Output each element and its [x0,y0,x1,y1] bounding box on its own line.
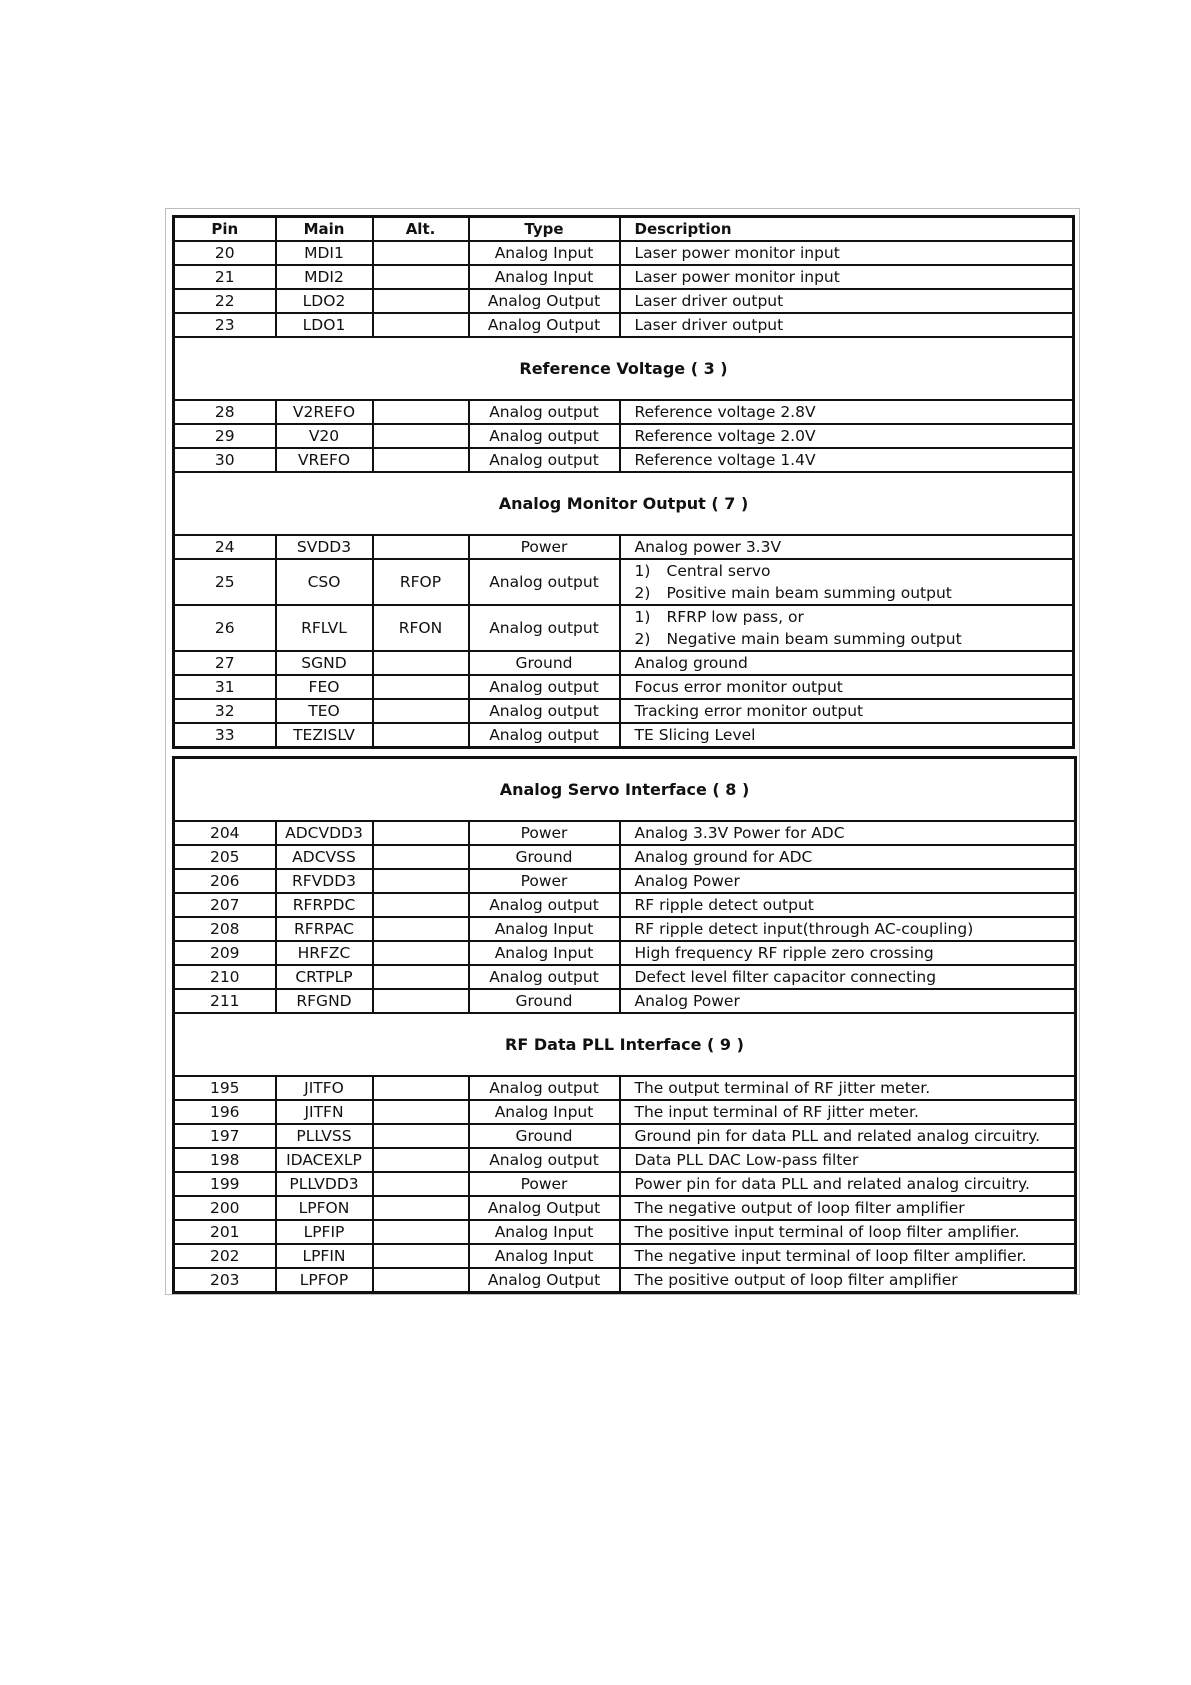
cell-type: Power [469,535,620,559]
section-title: Analog Monitor Output ( 7 ) [174,472,1074,535]
section-title: Reference Voltage ( 3 ) [174,337,1074,400]
section-row-rf-data-pll-interface [174,1013,1076,1076]
cell-type: Analog output [469,400,620,424]
table-row [174,965,1076,989]
cell-alt [373,699,469,723]
cell-description: Analog Power [620,869,1076,893]
cell-type: Power [469,1172,620,1196]
cell-description: The output terminal of RF jitter meter. [620,1076,1076,1100]
cell-main: JITFN [276,1100,373,1124]
cell-main: LPFIP [276,1220,373,1244]
cell-type: Analog Output [469,289,620,313]
list-number: 1) [634,608,651,626]
cell-description: The input terminal of RF jitter meter. [620,1100,1076,1124]
cell-type: Ground [469,989,620,1013]
cell-pin: 29 [174,424,276,448]
cell-description: RF ripple detect input(through AC-coupling) [620,917,1076,941]
table-row [174,289,1074,313]
cell-alt [373,400,469,424]
cell-pin: 24 [174,535,276,559]
cell-main: LDO1 [276,313,373,337]
cell-pin: 206 [174,869,276,893]
table-row [174,1196,1076,1220]
cell-main: LPFIN [276,1244,373,1268]
cell-pin: 28 [174,400,276,424]
cell-pin: 196 [174,1100,276,1124]
cell-main: SVDD3 [276,535,373,559]
table-row [174,723,1074,748]
cell-description: Laser driver output [620,289,1074,313]
cell-alt [373,1100,469,1124]
cell-main: TEO [276,699,373,723]
table-row [174,989,1076,1013]
cell-main: IDACEXLP [276,1148,373,1172]
cell-type: Analog Input [469,1220,620,1244]
cell-type: Analog Input [469,1100,620,1124]
cell-description: The negative input terminal of loop filter amplifier. [620,1244,1076,1268]
cell-description: Ground pin for data PLL and related analog circuitry. [620,1124,1076,1148]
cell-pin: 20 [174,241,276,265]
table-row [174,675,1074,699]
cell-pin: 207 [174,893,276,917]
cell-pin: 210 [174,965,276,989]
cell-type: Analog output [469,559,620,605]
cell-pin: 203 [174,1268,276,1293]
cell-type: Analog output [469,675,620,699]
cell-description: Reference voltage 1.4V [620,448,1074,472]
cell-type: Analog output [469,723,620,748]
cell-main: LDO2 [276,289,373,313]
list-number: 1) [634,562,651,580]
cell-main: RFVDD3 [276,869,373,893]
cell-description [620,605,1074,651]
header-pin: Pin [174,217,276,242]
cell-main: FEO [276,675,373,699]
cell-description [620,559,1074,605]
cell-alt [373,1196,469,1220]
list-text: Positive main beam summing output [666,584,952,602]
list-number: 2) [634,584,651,602]
cell-alt [373,241,469,265]
cell-main: V20 [276,424,373,448]
pin-table-part-1 [172,215,1075,749]
cell-pin: 202 [174,1244,276,1268]
description-line [635,582,1073,604]
cell-type: Power [469,869,620,893]
section-row-reference-voltage [174,337,1074,400]
cell-description: Analog ground [620,651,1074,675]
section-row-analog-monitor-output [174,472,1074,535]
cell-alt [373,265,469,289]
cell-alt [373,917,469,941]
cell-pin: 205 [174,845,276,869]
cell-main: VREFO [276,448,373,472]
cell-pin: 32 [174,699,276,723]
cell-main: HRFZC [276,941,373,965]
section-row-analog-servo-interface [174,758,1076,822]
cell-alt [373,1268,469,1293]
cell-type: Power [469,821,620,845]
cell-pin: 197 [174,1124,276,1148]
table-row [174,1100,1076,1124]
cell-alt [373,651,469,675]
table-row [174,1148,1076,1172]
cell-pin: 204 [174,821,276,845]
table-row [174,1220,1076,1244]
header-main: Main [276,217,373,242]
description-line [635,560,1073,582]
cell-main: MDI2 [276,265,373,289]
cell-type: Ground [469,1124,620,1148]
table-row [174,559,1074,605]
cell-alt [373,675,469,699]
table-row [174,400,1074,424]
table-row [174,699,1074,723]
cell-pin: 208 [174,917,276,941]
cell-main: V2REFO [276,400,373,424]
cell-alt: RFON [373,605,469,651]
cell-description: The positive output of loop filter amplifier [620,1268,1076,1293]
cell-type: Analog Input [469,265,620,289]
cell-alt [373,1076,469,1100]
cell-type: Analog Input [469,241,620,265]
table-row [174,651,1074,675]
section-title: Analog Servo Interface ( 8 ) [174,758,1076,822]
cell-pin: 209 [174,941,276,965]
header-type: Type [469,217,620,242]
cell-type: Analog Output [469,1196,620,1220]
cell-description: Laser driver output [620,313,1074,337]
cell-alt [373,893,469,917]
table-row [174,535,1074,559]
cell-main: SGND [276,651,373,675]
cell-description: Reference voltage 2.8V [620,400,1074,424]
cell-alt: RFOP [373,559,469,605]
cell-alt [373,723,469,748]
cell-pin: 33 [174,723,276,748]
table-row [174,821,1076,845]
table-row [174,1172,1076,1196]
cell-description: Reference voltage 2.0V [620,424,1074,448]
cell-main: RFRPDC [276,893,373,917]
pin-table-sheet [165,208,1080,1295]
cell-type: Analog Input [469,941,620,965]
pin-table-part-2 [172,756,1077,1294]
cell-alt [373,1124,469,1148]
table-row [174,893,1076,917]
cell-main: TEZISLV [276,723,373,748]
cell-description: TE Slicing Level [620,723,1074,748]
cell-alt [373,289,469,313]
cell-type: Analog output [469,699,620,723]
description-line [635,628,1073,650]
cell-type: Analog Output [469,1268,620,1293]
cell-pin: 21 [174,265,276,289]
cell-alt [373,448,469,472]
cell-description: Analog 3.3V Power for ADC [620,821,1076,845]
cell-main: ADCVSS [276,845,373,869]
cell-alt [373,869,469,893]
cell-main: LPFON [276,1196,373,1220]
cell-alt [373,313,469,337]
cell-main: CSO [276,559,373,605]
table-row [174,424,1074,448]
cell-type: Analog Input [469,917,620,941]
cell-alt [373,821,469,845]
cell-main: CRTPLP [276,965,373,989]
cell-pin: 27 [174,651,276,675]
cell-type: Analog output [469,893,620,917]
cell-pin: 201 [174,1220,276,1244]
cell-description: Analog power 3.3V [620,535,1074,559]
cell-type: Analog output [469,1076,620,1100]
list-text: Negative main beam summing output [666,630,962,648]
table-row [174,1124,1076,1148]
cell-description: Analog Power [620,989,1076,1013]
table-row [174,845,1076,869]
cell-alt [373,845,469,869]
list-text: Central servo [666,562,771,580]
cell-main: LPFOP [276,1268,373,1293]
cell-pin: 26 [174,605,276,651]
cell-description: Data PLL DAC Low-pass filter [620,1148,1076,1172]
cell-alt [373,965,469,989]
cell-alt [373,989,469,1013]
header-alt: Alt. [373,217,469,242]
cell-pin: 22 [174,289,276,313]
cell-main: RFLVL [276,605,373,651]
table-row [174,917,1076,941]
cell-description: Defect level filter capacitor connecting [620,965,1076,989]
cell-alt [373,1220,469,1244]
cell-type: Analog output [469,424,620,448]
cell-description: The positive input terminal of loop filter amplifier. [620,1220,1076,1244]
cell-description: Focus error monitor output [620,675,1074,699]
cell-pin: 30 [174,448,276,472]
table-row [174,1076,1076,1100]
cell-alt [373,535,469,559]
cell-description: High frequency RF ripple zero crossing [620,941,1076,965]
table-row [174,448,1074,472]
cell-description: Power pin for data PLL and related analog circuitry. [620,1172,1076,1196]
cell-type: Analog output [469,1148,620,1172]
cell-description: Analog ground for ADC [620,845,1076,869]
cell-main: PLLVSS [276,1124,373,1148]
cell-alt [373,1244,469,1268]
cell-main: JITFO [276,1076,373,1100]
cell-type: Analog Input [469,1244,620,1268]
table-row [174,1244,1076,1268]
table-row [174,1268,1076,1293]
cell-description: Tracking error monitor output [620,699,1074,723]
cell-main: ADCVDD3 [276,821,373,845]
cell-pin: 200 [174,1196,276,1220]
cell-pin: 199 [174,1172,276,1196]
description-line [635,606,1073,628]
cell-alt [373,1148,469,1172]
cell-pin: 25 [174,559,276,605]
cell-main: PLLVDD3 [276,1172,373,1196]
cell-pin: 211 [174,989,276,1013]
cell-pin: 195 [174,1076,276,1100]
table-row [174,265,1074,289]
cell-pin: 31 [174,675,276,699]
cell-type: Analog output [469,605,620,651]
cell-pin: 23 [174,313,276,337]
cell-description: RF ripple detect output [620,893,1076,917]
cell-alt [373,424,469,448]
table-row [174,869,1076,893]
cell-type: Ground [469,651,620,675]
cell-alt [373,1172,469,1196]
cell-type: Analog Output [469,313,620,337]
header-description: Description [620,217,1074,242]
cell-main: RFRPAC [276,917,373,941]
cell-main: RFGND [276,989,373,1013]
cell-description: Laser power monitor input [620,265,1074,289]
section-title: RF Data PLL Interface ( 9 ) [174,1013,1076,1076]
cell-main: MDI1 [276,241,373,265]
list-number: 2) [634,630,651,648]
cell-type: Analog output [469,965,620,989]
cell-description: Laser power monitor input [620,241,1074,265]
table-row [174,605,1074,651]
cell-type: Analog output [469,448,620,472]
cell-description: The negative output of loop filter amplifier [620,1196,1076,1220]
cell-pin: 198 [174,1148,276,1172]
cell-alt [373,941,469,965]
cell-type: Ground [469,845,620,869]
table-row [174,241,1074,265]
table-header-row [174,217,1074,242]
table-row [174,941,1076,965]
list-text: RFRP low pass, or [666,608,804,626]
table-row [174,313,1074,337]
